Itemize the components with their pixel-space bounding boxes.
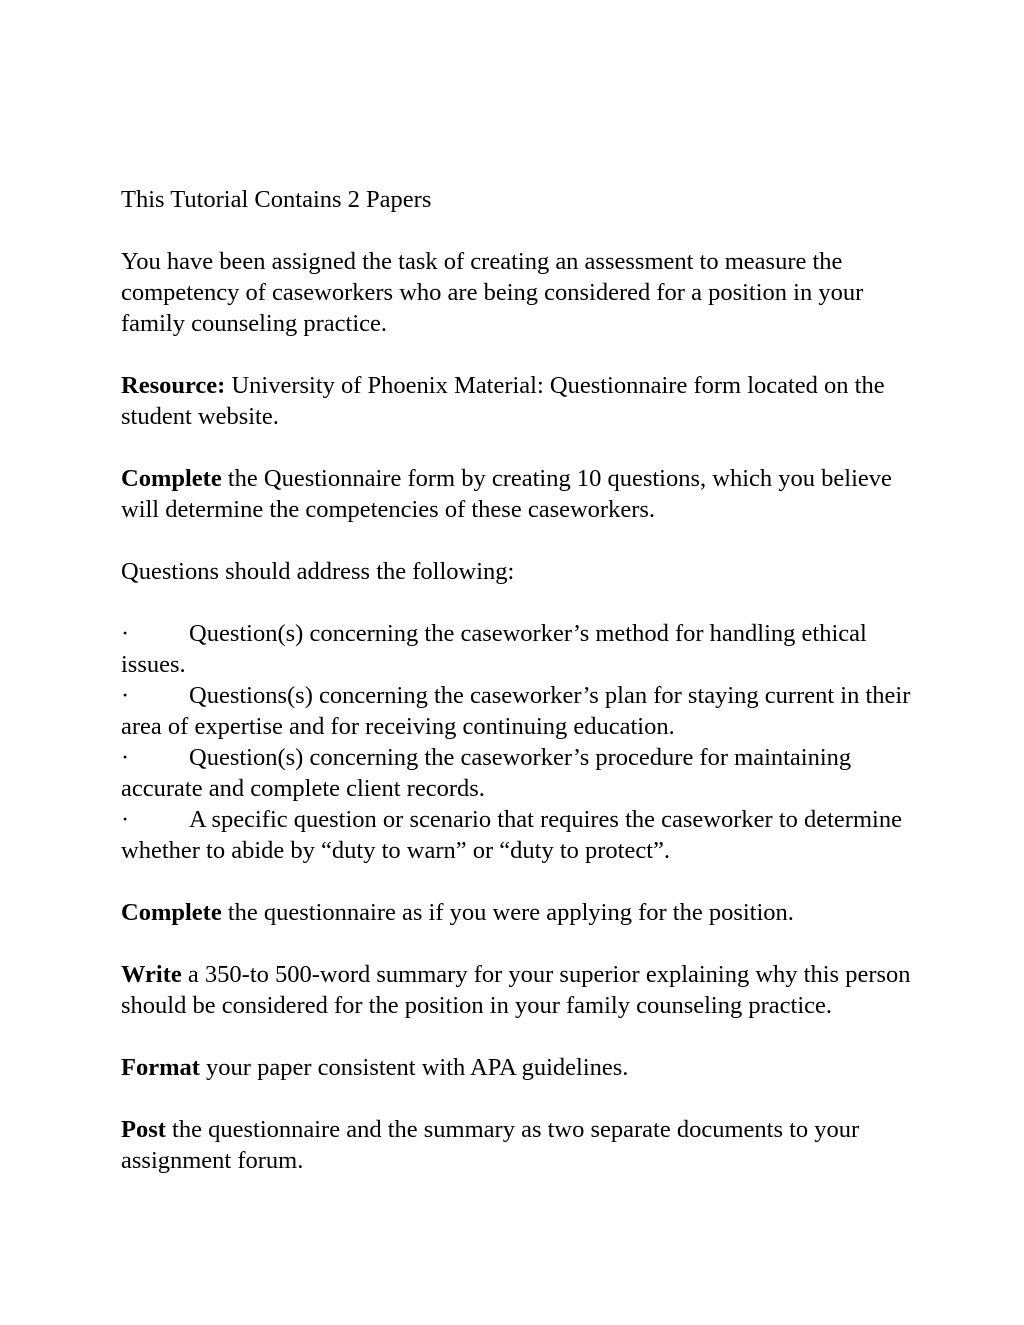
document-page (121, 184, 911, 1176)
resource-paragraph (121, 370, 911, 432)
resource-label: Resource: (121, 372, 226, 399)
post-text: the questionnaire and the summary as two separate documents to your assignment forum. (121, 1116, 860, 1174)
format-label: Format (121, 1054, 200, 1081)
bullet-marker: · (121, 806, 130, 833)
post-label: Post (121, 1116, 166, 1143)
list-item-text: A specific question or scenario that requires the caseworker to determine whether to abide by “duty to warn” or “duty to protect”. (121, 806, 902, 864)
list-item-text: Question(s) concerning the caseworker’s procedure for maintaining accurate and complete client records. (121, 744, 852, 802)
complete-form-text: the Questionnaire form by creating 10 questions, which you believe will determine the competencies of these caseworkers. (121, 465, 892, 523)
list-item (121, 804, 911, 866)
post-paragraph (121, 1114, 911, 1176)
task-paragraph: You have been assigned the task of creating an assessment to measure the competency of caseworkers who are being considered for a position in your family counseling practice. (121, 248, 864, 337)
document-heading: This Tutorial Contains 2 Papers (121, 186, 432, 213)
questions-intro: Questions should address the following: (121, 558, 515, 585)
complete-form-label: Complete (121, 465, 222, 492)
complete-questionnaire-label: Complete (121, 899, 222, 926)
list-item (121, 618, 911, 680)
complete-form-paragraph (121, 463, 911, 525)
list-item (121, 680, 911, 742)
list-item-text: Question(s) concerning the caseworker’s method for handling ethical issues. (121, 620, 867, 678)
bullet-marker: · (121, 744, 130, 771)
write-paragraph (121, 959, 911, 1021)
requirements-list (121, 618, 911, 866)
complete-questionnaire-text: the questionnaire as if you were applying for the position. (221, 899, 794, 926)
write-text: a 350-to 500-word summary for your superior explaining why this person should be considered for the position in your family counseling practice. (121, 961, 911, 1019)
complete-questionnaire-paragraph (121, 897, 911, 928)
write-label: Write (121, 961, 182, 988)
bullet-marker: · (121, 620, 130, 647)
format-text: your paper consistent with APA guidelines. (199, 1054, 629, 1081)
bullet-marker: · (121, 682, 130, 709)
format-paragraph (121, 1052, 911, 1083)
list-item (121, 742, 911, 804)
list-item-text: Questions(s) concerning the caseworker’s plan for staying current in their area of expertise and for receiving continuing education. (121, 682, 911, 740)
resource-text: University of Phoenix Material: Questionnaire form located on the student website. (121, 372, 885, 430)
